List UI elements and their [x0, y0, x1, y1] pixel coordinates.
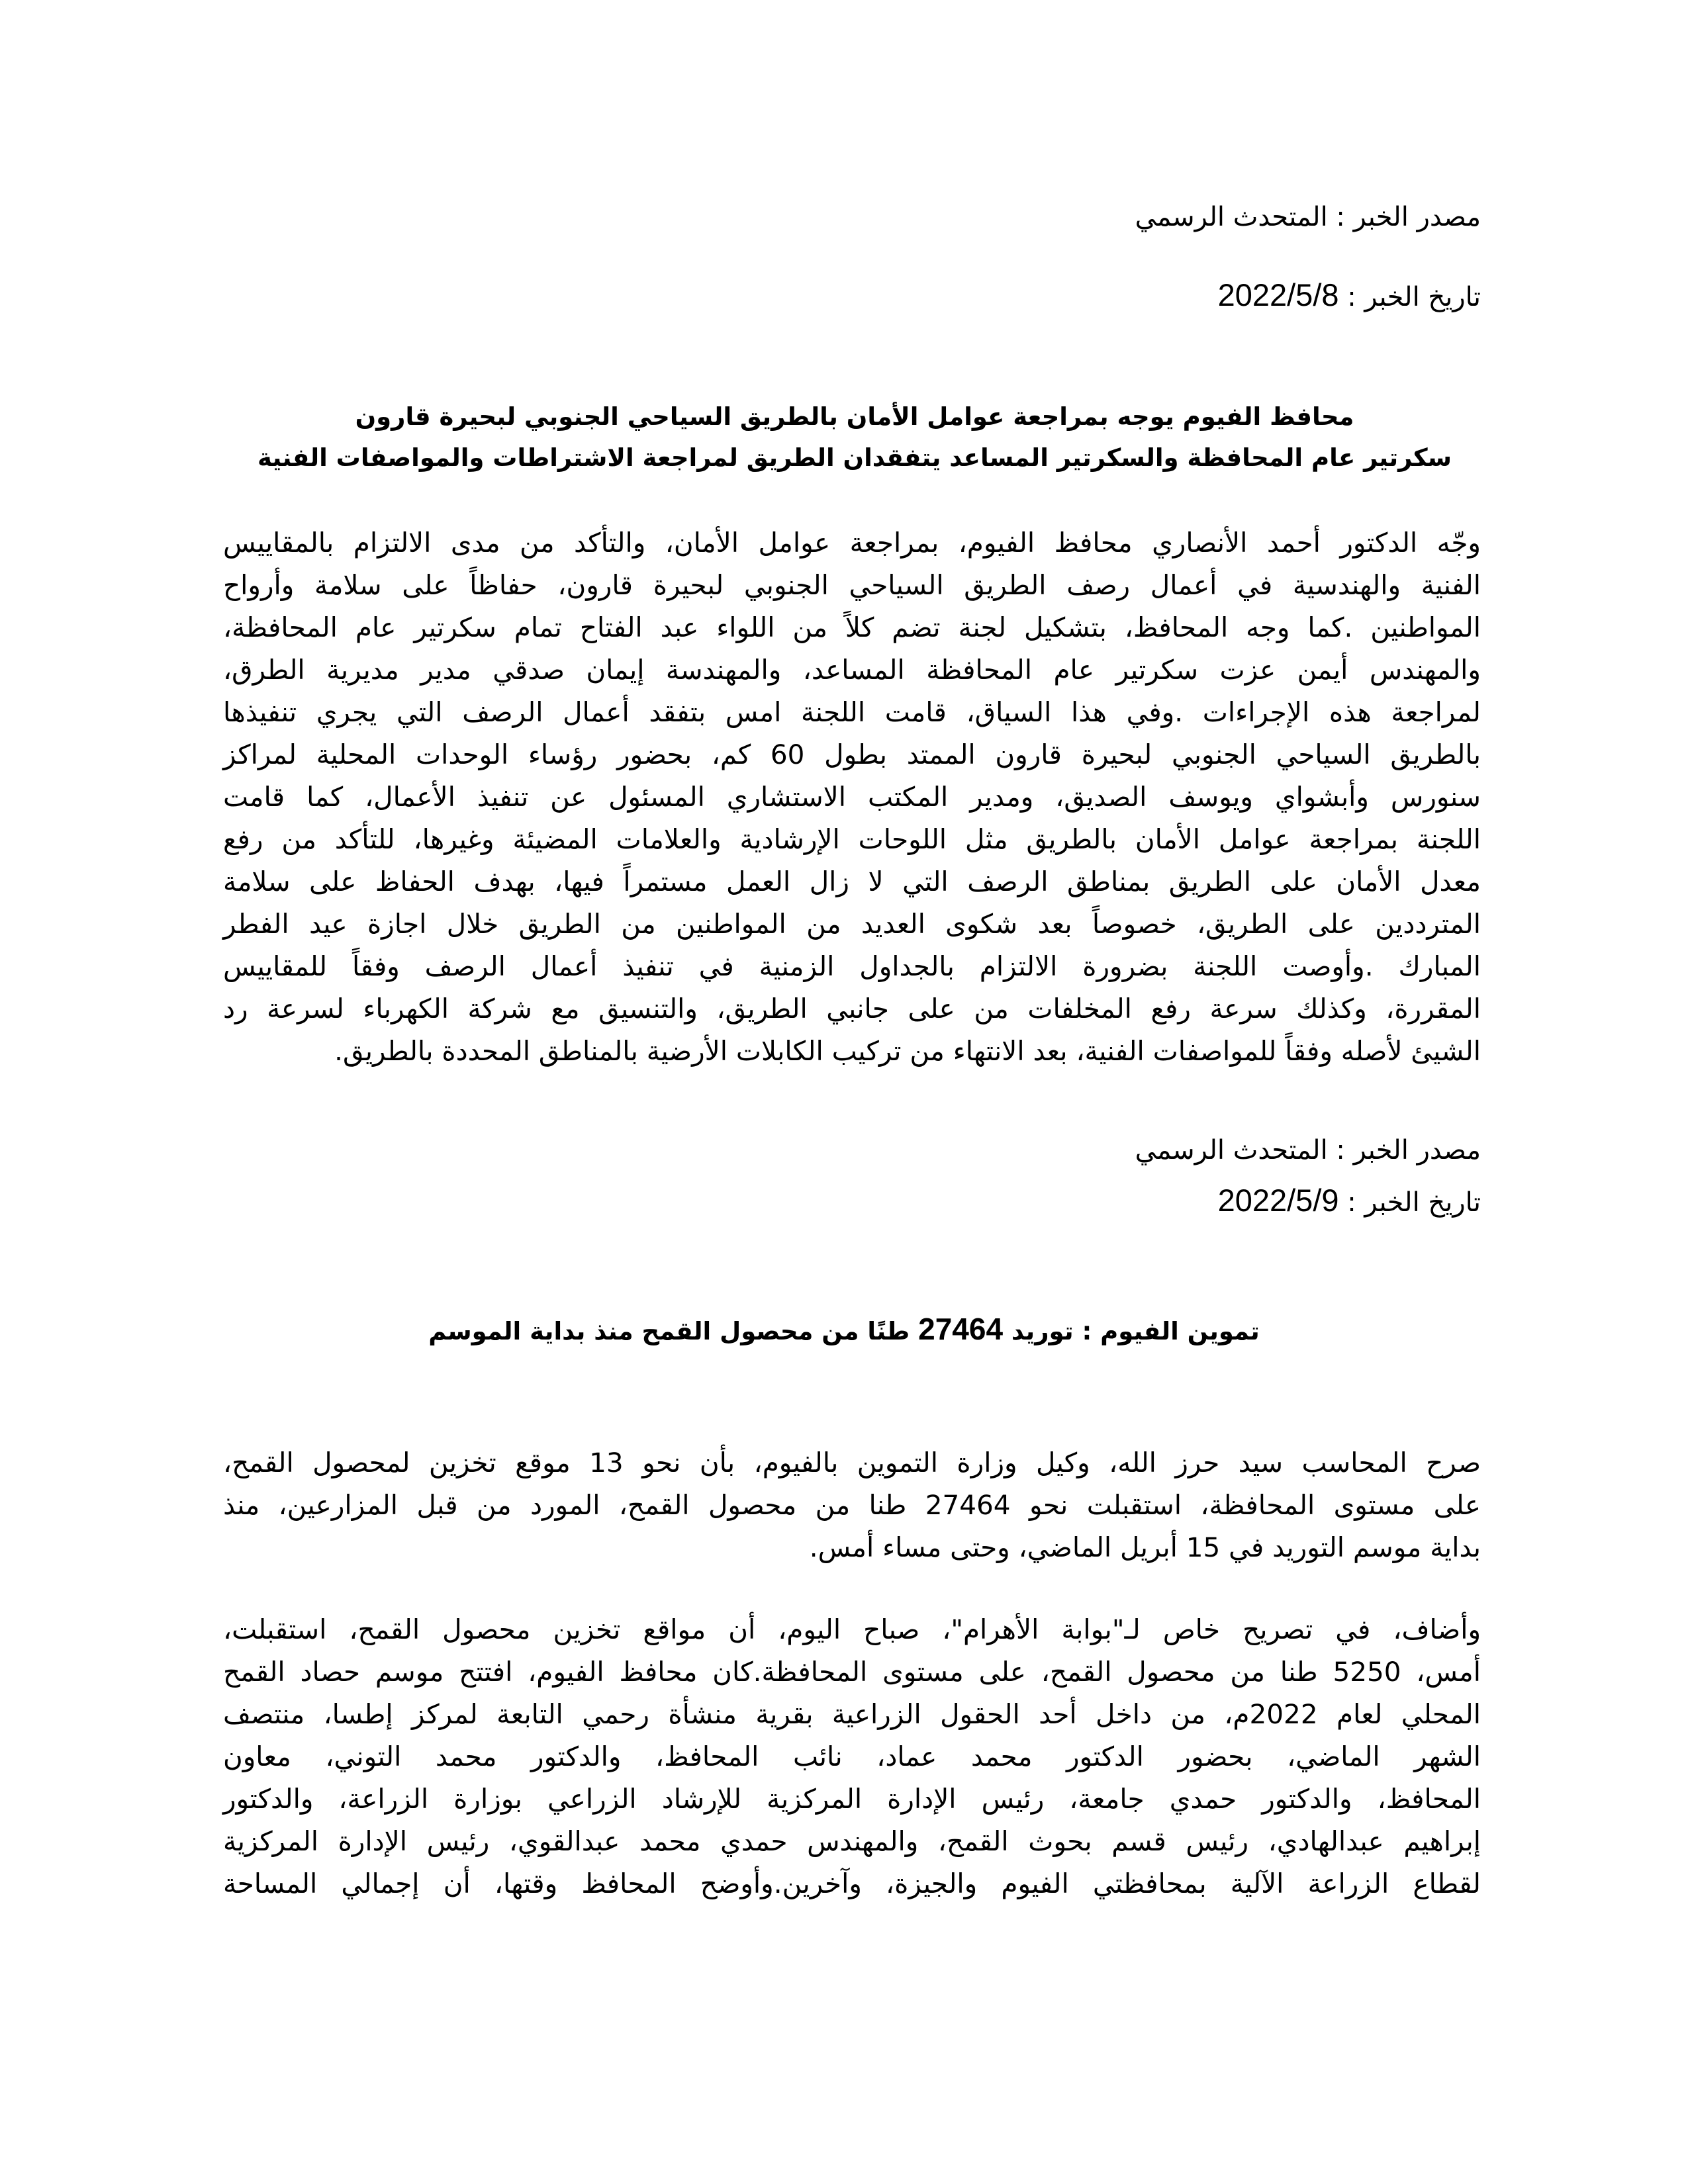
body-line: بالطريق السياحي الجنوبي لبحيرة قارون الممتد بطول 60 كم، بحضور رؤساء الوحدات المحلية لمراكز — [223, 739, 1481, 770]
body-line: المترددين على الطريق، خصوصاً بعد شكوى العديد من المواطنين من الطريق خلال اجازة عيد الفطر — [223, 908, 1481, 940]
news2-headline-number: 27464 — [918, 1312, 1004, 1346]
body-line: صرح المحاسب سيد حرز الله، وكيل وزارة التموين بالفيوم، بأن نحو 13 موقع تخزين لمحصول القمح، — [223, 1447, 1481, 1479]
body-line: اللجنة بمراجعة عوامل الأمان بالطريق مثل اللوحات الإرشادية والعلامات المضيئة وغيرها، للتأكد من رفع — [223, 823, 1481, 855]
body-line: إبراهيم عبدالهادي، رئيس قسم بحوث القمح، والمهندس حمدي محمد عبدالقوي، رئيس الإدارة المركزية — [223, 1825, 1481, 1857]
news1-date-line — [1218, 277, 1481, 316]
body-line: والمهندس أيمن عزت سكرتير عام المحافظة المساعد، والمهندسة إيمان صدقي مدير مديرية الطرق، — [223, 654, 1481, 686]
news2-date-label: تاريخ الخبر : — [1338, 1187, 1481, 1218]
news2-headline — [371, 1308, 1317, 1353]
news1-date-value: 2022/5/8 — [1217, 277, 1339, 312]
news2-headline-post: طنًا من محصول القمح منذ بداية الموسم — [428, 1317, 919, 1345]
body-line: بداية موسم التوريد في 15 أبريل الماضي، وحتى مساء أمس. — [809, 1531, 1481, 1563]
body-line: الشيئ لأصله وفقاً للمواصفات الفنية، بعد الانتهاء من تركيب الكابلات الأرضية بالمناطق المحددة بالطريق. — [334, 1035, 1481, 1067]
body-line: لمراجعة هذه الإجراءات .وفي هذا السياق، قامت اللجنة امس بتفقد أعمال الرصف التي يجري تنفيذها — [223, 696, 1481, 728]
body-line: المحافظ، والدكتور حمدي جامعة، رئيس الإدارة المركزية للإرشاد الزراعي بوزارة الزراعة، والدكتور — [223, 1783, 1481, 1815]
body-line: لقطاع الزراعة الآلية بمحافظتي الفيوم والجيزة، وآخرين.وأوضح المحافظ وقتها، أن إجمالي المساحة — [223, 1868, 1481, 1899]
body-line: على مستوى المحافظة، استقبلت نحو 27464 طنا من محصول القمح، المورد من قبل المزارعين، منذ — [223, 1489, 1481, 1521]
news1-headline-line1: محافظ الفيوم يوجه بمراجعة عوامل الأمان بالطريق السياحي الجنوبي لبحيرة قارون — [355, 402, 1354, 431]
body-line: المحلي لعام 2022م، من داخل أحد الحقول الزراعية بقرية منشأة رحمي التابعة لمركز إطسا، منتصف — [223, 1698, 1481, 1730]
news2-headline-pre: تموين الفيوم : توريد — [1003, 1317, 1260, 1345]
news2-date-line — [1218, 1182, 1481, 1221]
news1-headline-line2: سكرتير عام المحافظة والسكرتير المساعد يتفقدان الطريق لمراجعة الاشتراطات والمواصفات الفنية — [257, 443, 1452, 472]
body-line: المواطنين .كما وجه المحافظ، بتشكيل لجنة تضم كلاً من اللواء عبد الفتاح تمام سكرتير عام المحافظة، — [223, 612, 1481, 643]
body-line: الشهر الماضي، بحضور الدكتور محمد عماد، نائب المحافظ، والدكتور محمد التوني، معاون — [223, 1741, 1481, 1772]
news1-source: مصدر الخبر : المتحدث الرسمي — [1135, 202, 1481, 232]
news2-source: مصدر الخبر : المتحدث الرسمي — [1135, 1135, 1481, 1165]
body-line: سنورس وأبشواي ويوسف الصديق، ومدير المكتب الاستشاري المسئول عن تنفيذ الأعمال، كما قامت — [223, 781, 1481, 813]
body-line: أمس، 5250 طنا من محصول القمح، على مستوى المحافظة.كان محافظ الفيوم، افتتح موسم حصاد القمح — [223, 1656, 1481, 1688]
news1-date-label: تاريخ الخبر : — [1338, 282, 1481, 312]
body-line: المبارك .وأوصت اللجنة بضرورة الالتزام بالجداول الزمنية في تنفيذ أعمال الرصف وفقاً للمقاييس — [223, 950, 1481, 982]
body-line: الفنية والهندسية في أعمال رصف الطريق السياحي الجنوبي لبحيرة قارون، حفاظاً على سلامة وأرواح — [223, 569, 1481, 601]
news2-paragraph-2 — [223, 1608, 1481, 1905]
body-line: معدل الأمان على الطريق بمناطق الرصف التي لا زال العمل مستمراً فيها، بهدف الحفاظ على سلامة — [223, 866, 1481, 897]
body-line: وأضاف، في تصريح خاص لـ"بوابة الأهرام"، صباح اليوم، أن مواقع تخزين محصول القمح، استقبلت، — [223, 1614, 1481, 1645]
news2-date-value: 2022/5/9 — [1217, 1183, 1339, 1218]
body-line: وجّه الدكتور أحمد الأنصاري محافظ الفيوم، بمراجعة عوامل الأمان، والتأكد من مدى الالتزام بالمقاييس — [223, 527, 1481, 559]
body-line: المقررة، وكذلك سرعة رفع المخلفات من على جانبي الطريق، والتنسيق مع شركة الكهرباء لسرعة رد — [223, 993, 1481, 1024]
news2-paragraph-1 — [223, 1441, 1481, 1569]
news1-body — [223, 522, 1481, 1072]
